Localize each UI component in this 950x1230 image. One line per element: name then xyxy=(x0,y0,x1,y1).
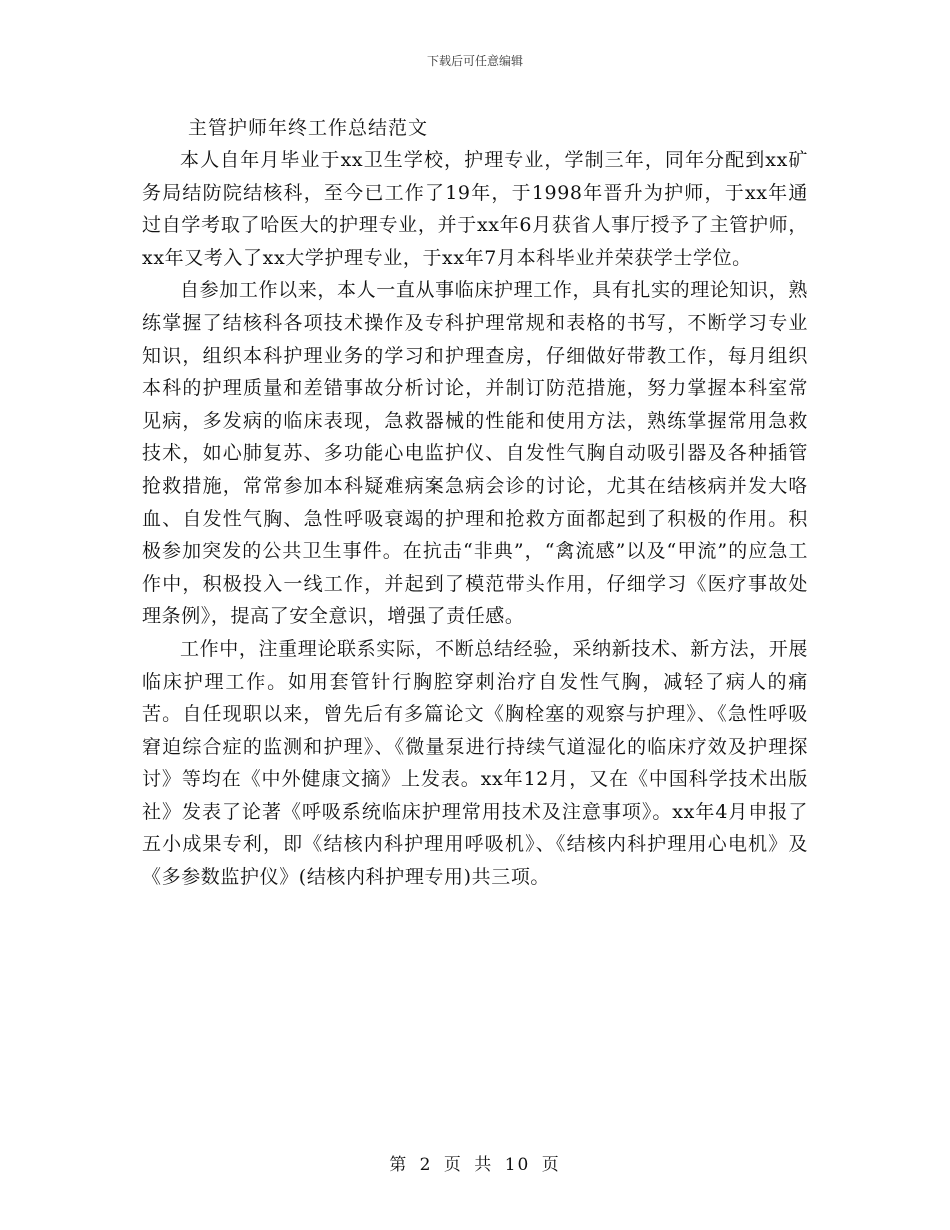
paragraph-education: 本人自年月毕业于xx卫生学校，护理专业，学制三年，同年分配到xx矿务局结防院结核科，至今已工作了19年，于1998年晋升为护师，于xx年通过自学考取了哈医大的护理专业，并于xx年6月获省人事厅授予了主管护师，xx年又考入了xx大学护理专业，于xx年7月本科毕业并荣获学士学位。 xyxy=(142,149,808,269)
paragraph-research: 工作中，注重理论联系实际，不断总结经验，采纳新技术、新方法，开展临床护理工作。如用套管针行胸腔穿刺治疗自发性气胸，减轻了病人的痛苦。自任现职以来，曾先后有多篇论文《胸栓塞的观察与护理》、《急性呼吸窘迫综合症的监测和护理》、《微量泵进行持续气道湿化的临床疗效及护理探讨》等均在《中外健康文摘》上发表。xx年12月，又在《中国科学技术出版社》发表了论著《呼吸系统临床护理常用技术及注意事项》。xx年4月申报了五小成果专利，即《结核内科护理用呼吸机》、《结核内科护理用心电机》及《多参数监护仪》(结核内科护理专用)共三项。 xyxy=(142,637,808,889)
paragraph-clinical-work: 自参加工作以来，本人一直从事临床护理工作，具有扎实的理论知识，熟练掌握了结核科各项技术操作及专科护理常规和表格的书写，不断学习专业知识，组织本科护理业务的学习和护理查房，仔细做好带教工作，每月组织本科的护理质量和差错事故分析讨论，并制订防范措施，努力掌握本科室常见病，多发病的临床表现，急救器械的性能和使用方法，熟练掌握常用急救技术，如心肺复苏、多功能心电监护仪、自发性气胸自动吸引器及各种插管抢救措施，常常参加本科疑难病案急病会诊的讨论，尤其在结核病并发大咯血、自发性气胸、急性呼吸衰竭的护理和抢救方面都起到了积极的作用。积极参加突发的公共卫生事件。在抗击“非典”，“禽流感”以及“甲流”的应急工作中，积极投入一线工作，并起到了模范带头作用，仔细学习《医疗事故处理条例》，提高了安全意识，增强了责任感。 xyxy=(142,279,808,628)
document-body xyxy=(142,144,808,894)
page-number-footer: 第 2 页 共 10 页 xyxy=(389,1155,561,1175)
header-note: 下载后可任意编辑 xyxy=(426,54,523,68)
document-title: 主管护师年终工作总结范文 xyxy=(188,117,429,139)
